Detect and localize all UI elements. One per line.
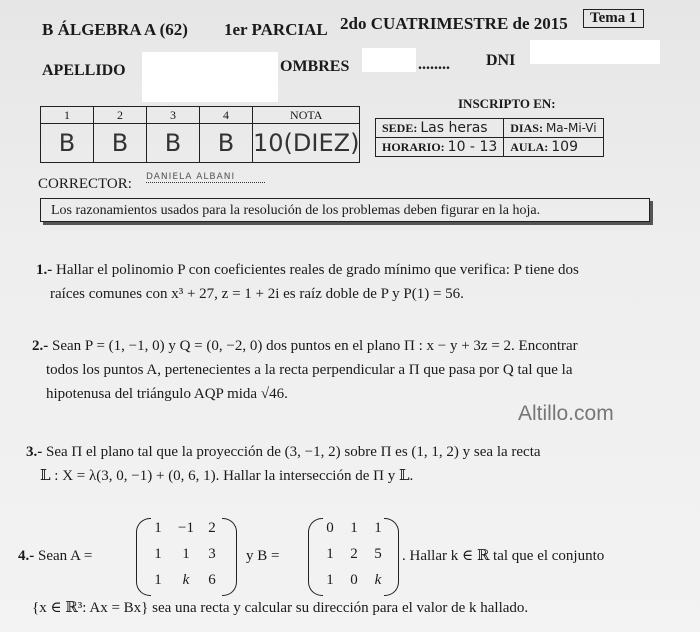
inscripto-table <box>375 118 604 157</box>
dias-value: Ma-Mi-Vi <box>545 120 597 135</box>
dni-redaction <box>530 40 660 64</box>
problem-2-number: 2.- <box>32 338 49 354</box>
grade-value-3: B <box>147 124 200 163</box>
nombres-redaction <box>362 48 416 72</box>
matrix-a-cell: 1 <box>182 546 190 562</box>
sede-label: SEDE: <box>382 121 418 135</box>
apellido-redaction <box>142 52 278 102</box>
problem-3-line2: 𝕃 : X = λ(3, 0, −1) + (0, 6, 1). Hallar la intersección de Π y 𝕃. <box>40 468 414 484</box>
apellido-label: APELLIDO <box>42 62 126 79</box>
exam-label: 1er PARCIAL <box>224 20 328 39</box>
matrix-a-cell: 1 <box>154 546 162 562</box>
watermark-text: Altillo.com <box>518 402 614 425</box>
grade-value-2: B <box>94 124 147 163</box>
problem-1-line2: raíces comunes con x³ + 27, z = 1 + 2i es raíz doble de P y P(1) = 56. <box>50 286 464 302</box>
inscripto-title: INSCRIPTO EN: <box>458 96 556 111</box>
problem-2-line1: Sean P = (1, −1, 0) y Q = (0, −2, 0) dos puntos en el plano Π : x − y + 3z = 2. Encontrar <box>52 338 578 354</box>
dni-label: DNI <box>486 52 516 69</box>
matrix-a-cell: −1 <box>178 520 194 536</box>
problem-1-line1: Hallar el polinomio P con coeficientes reales de grado mínimo que verifica: P tiene dos <box>56 262 579 278</box>
horario-cell <box>376 138 504 157</box>
grade-value-nota: 10(DIEZ) <box>253 124 360 163</box>
dias-cell <box>504 119 603 138</box>
matrix-b-cell: 1 <box>374 520 382 536</box>
problem-1-number: 1.- <box>36 262 53 278</box>
horario-label: HORARIO: <box>382 140 445 154</box>
sede-value: Las heras <box>420 120 488 136</box>
grade-value-1: B <box>41 124 94 163</box>
matrix-b-cell: 1 <box>350 520 358 536</box>
matrix-a-right-paren <box>222 518 237 596</box>
problem-4-intro <box>18 548 92 565</box>
subject-title: B ÁLGEBRA A (62) <box>42 20 188 39</box>
problem-4-yb: y B = <box>246 548 280 564</box>
matrix-a-cell: 1 <box>154 520 162 536</box>
grade-header-2: 2 <box>94 107 147 124</box>
matrix-b-cell: k <box>374 572 382 588</box>
problem-4-tail: . Hallar k ∈ ℝ tal que el conjunto <box>402 548 605 564</box>
matrix-b-cell: 1 <box>326 572 334 588</box>
problem-3 <box>26 440 541 488</box>
instruction-box: Los razonamientos usados para la resolución de los problemas deben figurar en la hoja. <box>40 198 650 222</box>
matrix-a-cell: 3 <box>208 546 216 562</box>
problem-4-line2: {x ∈ ℝ³: Ax = Bx} sea una recta y calcular su dirección para el valor de k hallado. <box>32 600 529 616</box>
matrix-a-cell: 1 <box>154 572 162 588</box>
matrix-b-cell: 0 <box>326 520 334 536</box>
problem-4-number: 4.- <box>18 548 35 564</box>
nombres-label: OMBRES <box>280 58 350 75</box>
matrix-a-cell: k <box>182 572 190 588</box>
matrix-b-cell: 1 <box>326 546 334 562</box>
problem-3-line1: Sea Π el plano tal que la proyección de (3, −1, 2) sobre Π es (1, 1, 2) y sea la recta <box>46 444 541 460</box>
problem-4-sean: Sean A = <box>38 548 93 564</box>
term-label: 2do CUATRIMESTRE de 2015 <box>340 14 568 33</box>
aula-label: AULA: <box>510 140 549 154</box>
aula-cell <box>504 138 603 157</box>
corrector-signature: DANIELA ALBANI <box>146 172 265 183</box>
grade-header-4: 4 <box>200 107 253 124</box>
matrix-b-cell: 2 <box>350 546 358 562</box>
matrix-b-cell: 0 <box>350 572 358 588</box>
problem-2-line3: hipotenusa del triángulo AQP mida √46. <box>46 386 288 402</box>
matrix-b-cell: 5 <box>374 546 382 562</box>
aula-value: 109 <box>551 139 578 155</box>
problem-1 <box>36 258 579 306</box>
grade-header-nota: NOTA <box>253 107 360 124</box>
tema-box: Tema 1 <box>583 9 644 28</box>
grades-table <box>40 106 360 163</box>
problem-2-line2: todos los puntos A, pertenecientes a la recta perpendicular a Π que pasa por Q tal que la <box>46 362 573 378</box>
problem-2 <box>32 334 578 406</box>
grade-header-1: 1 <box>41 107 94 124</box>
corrector-label: CORRECTOR: <box>38 176 132 192</box>
horario-value: 10 - 13 <box>447 139 498 155</box>
grade-header-3: 3 <box>147 107 200 124</box>
dias-label: DIAS: <box>510 120 543 135</box>
problem-3-number: 3.- <box>26 444 43 460</box>
matrix-a-cell: 2 <box>208 520 216 536</box>
sede-cell <box>376 119 504 138</box>
grade-value-4: B <box>200 124 253 163</box>
matrix-a-cell: 6 <box>208 572 216 588</box>
nombres-dots: ........ <box>418 56 450 73</box>
